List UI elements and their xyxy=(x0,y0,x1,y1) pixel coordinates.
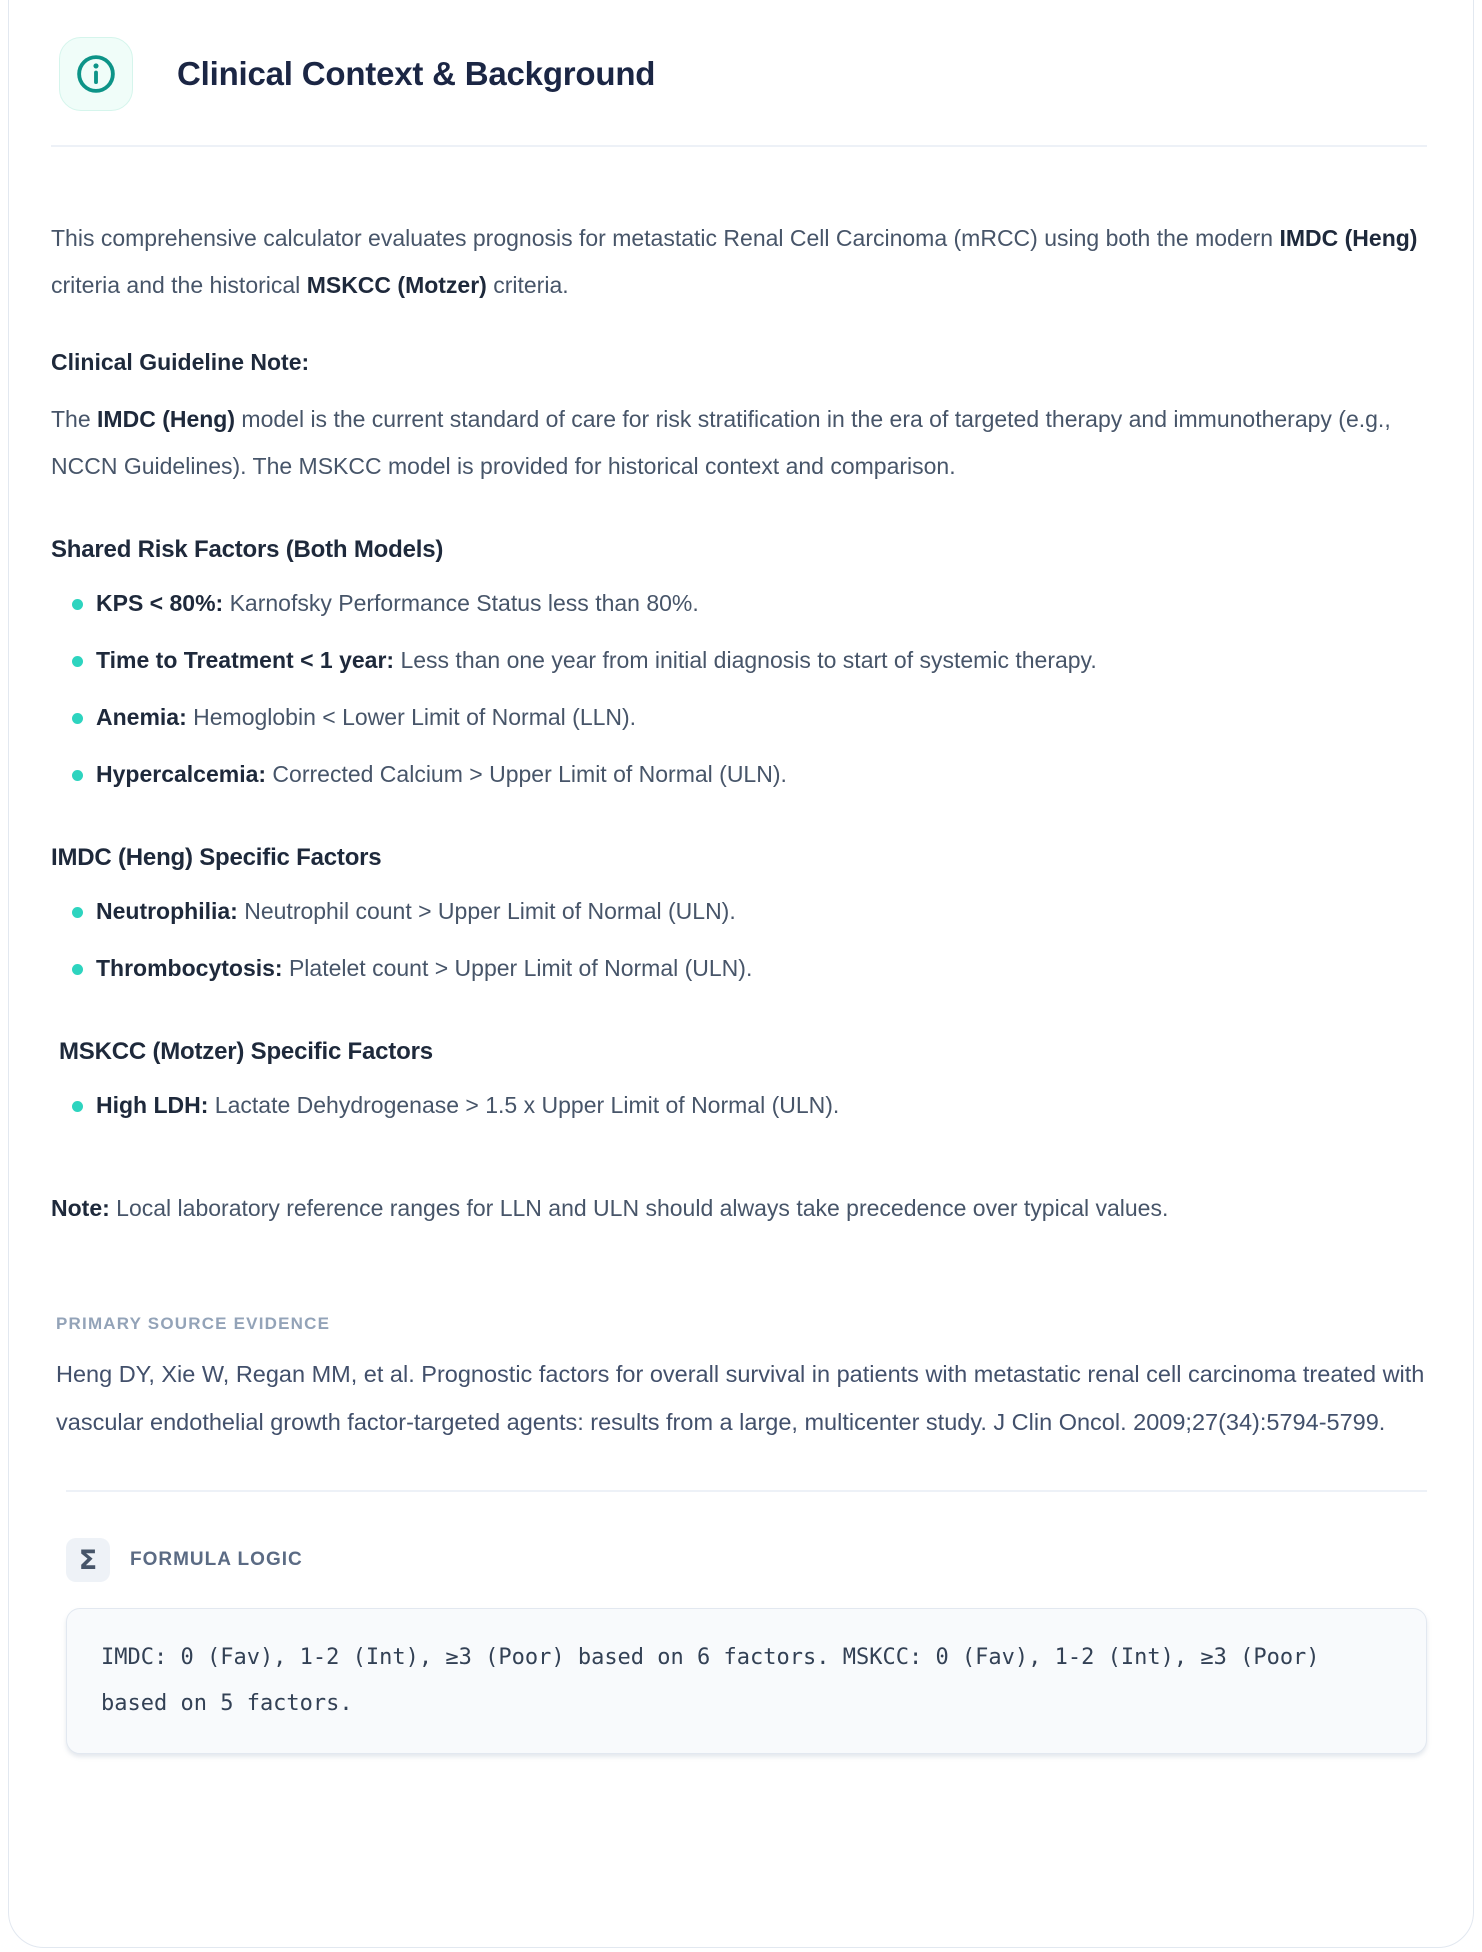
mskcc-factors-list xyxy=(51,1082,1427,1129)
guideline-paragraph xyxy=(51,396,1427,490)
guideline-bold-imdc: IMDC (Heng) xyxy=(97,406,236,432)
risk-factor-text xyxy=(96,580,699,627)
shared-factors-list xyxy=(51,580,1427,798)
risk-factor-desc: Neutrophil count > Upper Limit of Normal (ULN). xyxy=(237,898,736,924)
risk-factor-term: Hypercalcemia: xyxy=(96,761,267,787)
risk-factor-text xyxy=(96,888,736,935)
clinical-context-card xyxy=(8,0,1474,1948)
risk-factor-text xyxy=(96,637,1097,684)
bullet-icon xyxy=(72,964,83,975)
formula-code-block: IMDC: 0 (Fav), 1-2 (Int), ≥3 (Poor) based on 6 factors. MSKCC: 0 (Fav), 1-2 (Int), ≥3 (Poor) based on 5 factors. xyxy=(66,1608,1427,1754)
imdc-factors-list xyxy=(51,888,1427,992)
info-icon xyxy=(74,52,118,96)
intro-text: criteria and the historical xyxy=(51,272,307,298)
risk-factor-text xyxy=(96,751,787,798)
risk-factor-term: High LDH: xyxy=(96,1092,209,1118)
note-text: Local laboratory reference ranges for LLN and ULN should always take precedence over typical values. xyxy=(109,1195,1169,1221)
page-title: Clinical Context & Background xyxy=(177,55,656,92)
note-label: Note: xyxy=(51,1195,110,1221)
risk-factor-text xyxy=(96,1082,839,1129)
intro-paragraph xyxy=(51,215,1427,309)
bullet-icon xyxy=(72,599,83,610)
shared-factors-heading: Shared Risk Factors (Both Models) xyxy=(51,536,444,563)
risk-factor-item xyxy=(51,637,1427,684)
evidence-citation: Heng DY, Xie W, Regan MM, et al. Prognostic factors for overall survival in patients with metastatic renal cell carcinoma treated with vascular endothelial growth factor-targeted agents: results from a large, multicenter study. J Clin Oncol. 2009;27(34):5794-5799. xyxy=(56,1361,1425,1435)
risk-factor-term: KPS < 80%: xyxy=(96,590,224,616)
risk-factor-term: Anemia: xyxy=(96,704,187,730)
risk-factor-desc: Lactate Dehydrogenase > 1.5 x Upper Limit of Normal (ULN). xyxy=(208,1092,840,1118)
risk-factor-term: Time to Treatment < 1 year: xyxy=(96,647,395,673)
risk-factor-desc: Hemoglobin < Lower Limit of Normal (LLN). xyxy=(186,704,637,730)
bullet-icon xyxy=(72,1101,83,1112)
evidence-label: PRIMARY SOURCE EVIDENCE xyxy=(56,1314,331,1333)
sigma-icon: Σ xyxy=(66,1538,110,1582)
formula-divider xyxy=(66,1490,1427,1492)
imdc-factors-heading: IMDC (Heng) Specific Factors xyxy=(51,844,382,871)
mskcc-factors-heading: MSKCC (Motzer) Specific Factors xyxy=(59,1038,433,1065)
header-divider xyxy=(51,145,1427,147)
note-paragraph xyxy=(51,1185,1427,1232)
section-header xyxy=(51,37,1427,111)
risk-factor-desc: Platelet count > Upper Limit of Normal (ULN). xyxy=(282,955,753,981)
risk-factor-item xyxy=(51,888,1427,935)
bullet-icon xyxy=(72,713,83,724)
primary-source-evidence xyxy=(51,1314,1427,1446)
info-icon-badge xyxy=(59,37,133,111)
guideline-note-heading: Clinical Guideline Note: xyxy=(51,349,310,375)
intro-text: This comprehensive calculator evaluates prognosis for metastatic Renal Cell Carcinoma (mRCC) using both the modern xyxy=(51,225,1280,251)
risk-factor-item xyxy=(51,694,1427,741)
risk-factor-item xyxy=(51,945,1427,992)
risk-factor-text xyxy=(96,694,636,741)
bullet-icon xyxy=(72,770,83,781)
intro-bold-imdc: IMDC (Heng) xyxy=(1279,225,1418,251)
risk-factor-item xyxy=(51,1082,1427,1129)
risk-factor-text xyxy=(96,945,752,992)
risk-factor-desc: Karnofsky Performance Status less than 80%. xyxy=(223,590,699,616)
bullet-icon xyxy=(72,907,83,918)
bullet-icon xyxy=(72,656,83,667)
intro-text: criteria. xyxy=(486,272,569,298)
risk-factor-item xyxy=(51,751,1427,798)
guideline-text: The xyxy=(51,406,98,432)
intro-bold-mskcc: MSKCC (Motzer) xyxy=(306,272,487,298)
risk-factor-desc: Less than one year from initial diagnosis to start of systemic therapy. xyxy=(394,647,1097,673)
risk-factor-desc: Corrected Calcium > Upper Limit of Normal (ULN). xyxy=(266,761,787,787)
formula-logic-title: FORMULA LOGIC xyxy=(130,1549,303,1570)
guideline-text: model is the current standard of care for risk stratification in the era of targeted therapy and immunotherapy (e.g., NCCN Guidelines). The MSKCC model is provided for historical context and comparison. xyxy=(51,406,1391,479)
risk-factor-term: Thrombocytosis: xyxy=(96,955,283,981)
formula-logic-header xyxy=(66,1538,1427,1582)
risk-factor-term: Neutrophilia: xyxy=(96,898,238,924)
risk-factor-item xyxy=(51,580,1427,627)
